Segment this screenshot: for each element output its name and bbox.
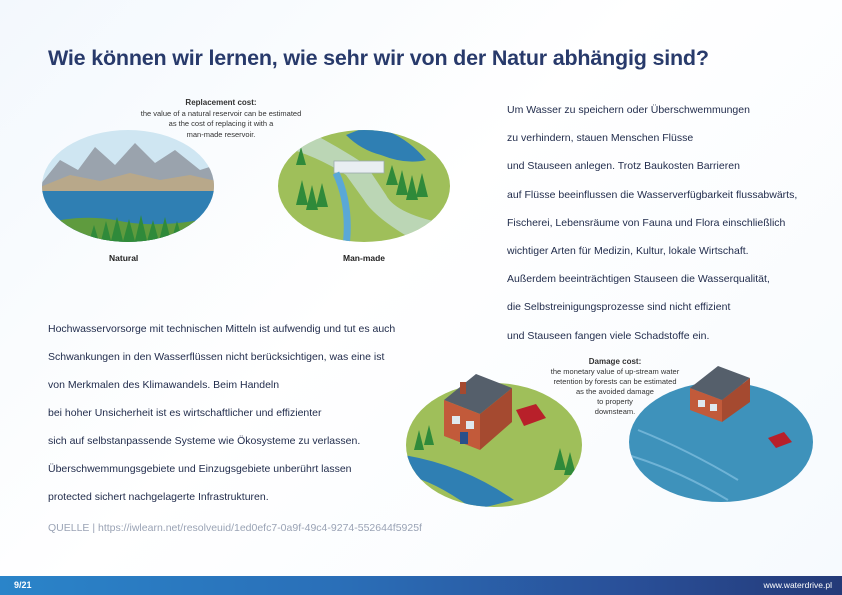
paragraph-line: Überschwemmungsgebiete und Einzugsgebiete unberührt lassen <box>48 463 352 475</box>
natural-label: Natural <box>109 253 139 263</box>
website-link[interactable]: www.waterdrive.pl <box>763 580 832 590</box>
paragraph-line: sich auf selbstanpassende Systeme wie Ökosysteme zu verlassen. <box>48 435 361 447</box>
damage-cost-line: as the avoided damage <box>576 387 654 396</box>
damage-cost-line: the monetary value of up-stream water <box>550 367 680 376</box>
replacement-cost-line: man-made reservoir. <box>186 129 256 139</box>
paragraph-line: die Selbstreinigungsprozesse sind nicht effizient <box>507 301 731 314</box>
natural-reservoir-illustration <box>40 125 216 247</box>
replacement-cost-caption <box>136 98 306 140</box>
replacement-cost-line: the value of a natural reservoir can be estimated <box>140 108 302 118</box>
man-made-label: Man-made <box>343 253 386 263</box>
replacement-cost-title: Replacement cost: <box>185 98 257 107</box>
replacement-cost-line: as the cost of replacing it with a <box>168 119 274 128</box>
paragraph-line: protected sichert nachgelagerte Infrastrukturen. <box>48 491 269 503</box>
page-title: Wie können wir lernen, wie sehr wir von der Natur abhängig sind? <box>48 46 709 70</box>
paragraph-line: bei hoher Unsicherheit ist es wirtschaftlicher und effizienter <box>48 407 322 419</box>
paragraph-line: Außerdem beeinträchtigen Stauseen die Wasserqualität, <box>507 273 770 286</box>
damage-cost-caption <box>520 357 710 417</box>
damage-cost-title: Damage cost: <box>588 357 642 366</box>
paragraph-line: auf Flüsse beeinflussen die Wasserverfügbarkeit flussabwärts, <box>507 188 798 201</box>
paragraph-line: und Stauseen fangen viele Schadstoffe ein. <box>507 329 710 342</box>
paragraph-line: Um Wasser zu speichern oder Überschwemmungen <box>507 104 750 116</box>
paragraph-line: von Merkmalen des Klimawandels. Beim Handeln <box>48 379 280 391</box>
man-made-reservoir-illustration <box>276 125 452 247</box>
right-paragraph <box>507 96 837 350</box>
paragraph-line: und Stauseen anlegen. Trotz Baukosten Barrieren <box>507 160 740 173</box>
damage-cost-line: to property <box>597 397 633 406</box>
paragraph-line: Fischerei, Lebensräume von Fauna und Flora einschließlich <box>507 216 786 229</box>
paragraph-line: Hochwasservorsorge mit technischen Mitteln ist aufwendig und tut es auch <box>48 323 396 335</box>
paragraph-line: Schwankungen in den Wasserflüssen nicht berücksichtigen, was eine ist <box>48 351 385 363</box>
damage-cost-line: downsteam. <box>594 407 636 416</box>
paragraph-line: zu verhindern, stauen Menschen Flüsse <box>507 132 694 145</box>
source-citation: QUELLE | https://iwlearn.net/resolveuid/1ed0efc7-0a9f-49c4-9274-552644f5925f <box>48 522 422 534</box>
footer-bar <box>0 576 842 595</box>
page-number: 9/21 <box>14 580 32 590</box>
paragraph-line: wichtiger Arten für Medizin, Kultur, lokale Wirtschaft. <box>507 245 749 258</box>
damage-cost-line: retention by forests can be estimated <box>553 377 677 386</box>
